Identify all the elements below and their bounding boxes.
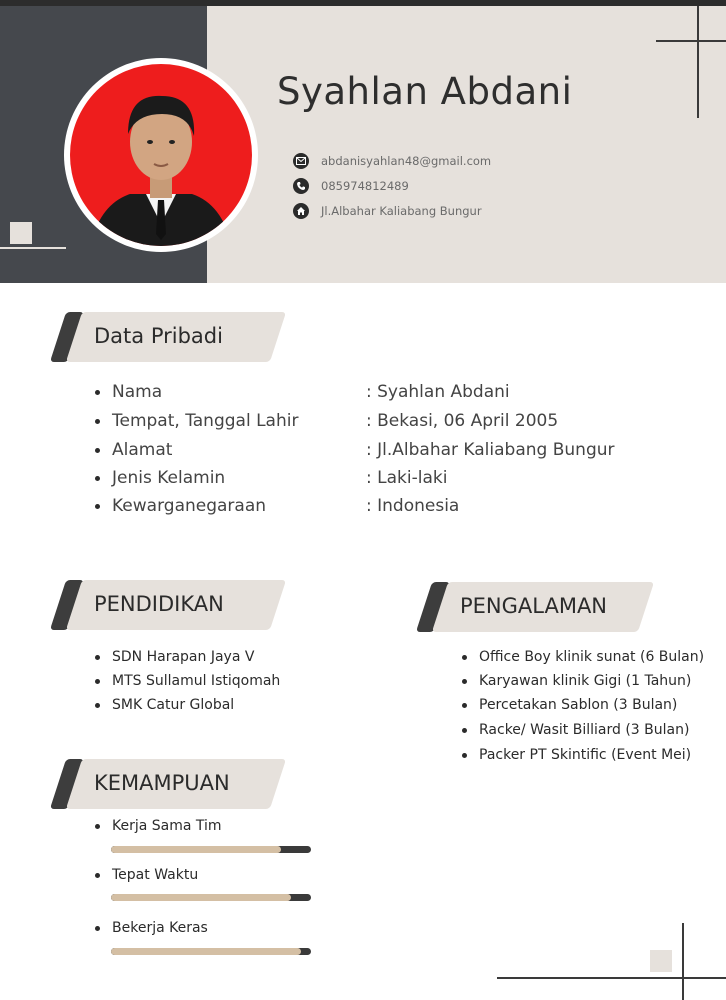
list-item-text: Racke/ Wasit Billiard (3 Bulan) [479,722,690,738]
list-item-text: Karyawan klinik Gigi (1 Tahun) [479,673,692,689]
section-header-experience [424,582,648,632]
list-item-text: Packer PT Skintific (Event Mei) [479,747,692,763]
info-label-row [95,409,298,433]
info-label-row [95,494,266,518]
decorative-line [0,247,66,249]
info-label: Kewarganegaraan [112,496,267,516]
skill-item [95,865,198,885]
skill-bar-fill [111,846,281,853]
section-title: KEMAMPUAN [94,771,230,795]
list-item-text: SDN Harapan Jaya V [112,649,255,665]
decorative-square [650,950,672,972]
section-header-personal [58,312,280,362]
section-title: PENDIDIKAN [94,592,224,616]
contact-phone [293,177,409,195]
decorative-line [682,923,684,1000]
phone-text: 085974812489 [321,179,409,193]
list-item [95,671,280,691]
email-text: abdanisyahlan48@gmail.com [321,154,492,168]
info-value: : Indonesia [366,496,460,516]
list-item-text: Office Boy klinik sunat (6 Bulan) [479,649,705,665]
skill-item [95,918,208,938]
decorative-square [10,222,32,244]
section-title: PENGALAMAN [460,594,608,618]
email-icon [293,153,309,169]
home-icon [293,203,309,219]
header-panel [207,6,726,283]
skill-bar-fill [111,894,291,901]
list-item [95,647,254,667]
info-value: : Laki-laki [366,468,448,488]
skill-label: Kerja Sama Tim [112,818,222,834]
skill-item [95,816,222,836]
list-item [462,745,691,765]
skill-label: Bekerja Keras [112,920,208,936]
skill-bar [111,894,311,901]
phone-icon [293,178,309,194]
info-value: : Bekasi, 06 April 2005 [366,411,559,431]
info-label: Alamat [112,440,173,460]
info-label: Tempat, Tanggal Lahir [112,411,299,431]
list-item [462,695,677,715]
list-item-text: MTS Sullamul Istiqomah [112,673,281,689]
section-title: Data Pribadi [94,324,223,348]
decorative-line [656,40,726,42]
contact-email [293,152,491,170]
skill-bar-fill [111,948,301,955]
info-label: Jenis Kelamin [112,468,226,488]
decorative-line [497,977,726,979]
section-header-education [58,580,280,630]
person-name: Syahlan Abdani [277,70,573,113]
contact-address [293,202,482,220]
info-label-row [95,466,225,490]
info-label: Nama [112,382,163,402]
profile-photo [70,64,252,246]
list-item-text: SMK Catur Global [112,697,235,713]
section-header-skills [58,759,280,809]
list-item-text: Percetakan Sablon (3 Bulan) [479,697,678,713]
decorative-line [697,6,699,118]
skill-label: Tepat Waktu [112,867,199,883]
info-label-row [95,438,172,462]
info-label-row [95,380,162,404]
list-item [95,695,234,715]
skill-bar [111,948,311,955]
address-text: Jl.Albahar Kaliabang Bungur [321,204,482,218]
skill-bar [111,846,311,853]
list-item [462,720,689,740]
list-item [462,671,691,691]
info-value: : Syahlan Abdani [366,382,510,402]
list-item [462,647,704,667]
info-value: : Jl.Albahar Kaliabang Bungur [366,440,615,460]
